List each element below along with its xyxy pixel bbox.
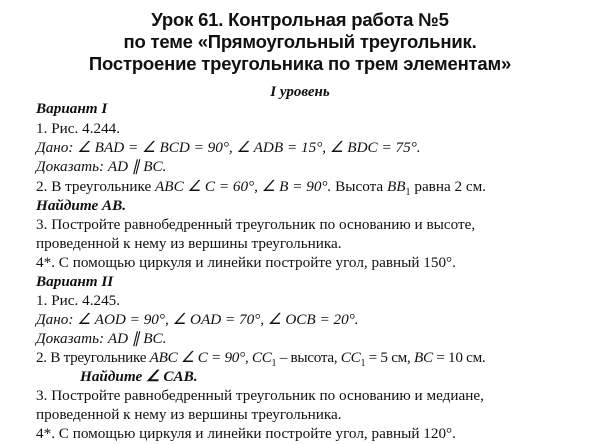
find-target: ∠ CAB. — [146, 368, 198, 385]
variant-1-given — [36, 139, 421, 157]
given-label: Дано: — [36, 311, 74, 328]
variant-2-item-3-line-1: 3. Постройте равнобедренный треугольник по основанию и медиане, — [36, 387, 484, 404]
item-2-side: BC — [413, 349, 433, 366]
prove-statement: AD ∥ BC. — [107, 330, 167, 347]
variant-2-item-1: 1. Рис. 4.245. — [36, 292, 121, 309]
item-2-segment: BB — [386, 178, 406, 195]
variant-2-given — [36, 311, 359, 329]
item-2-value-2: = 10 см. — [436, 349, 486, 366]
variant-1-item-3-line-1: 3. Постройте равнобедренный треугольник по основанию и высоте, — [36, 216, 476, 233]
variant-1-item-3-line-2: проведенной к нему из вершины треугольника. — [36, 235, 342, 252]
item-2-text: 2. В треугольнике — [36, 178, 152, 195]
variant-1-item-1: 1. Рис. 4.244. — [36, 120, 121, 137]
prove-statement: AD ∥ BC. — [107, 158, 167, 175]
item-2-segment: CC — [340, 349, 361, 366]
variant-2-item-3-line-2: проведенной к нему из вершины треугольника. — [36, 406, 342, 423]
page-title-line-1: Урок 61. Контрольная работа №5 — [151, 9, 449, 30]
variant-2-prove — [36, 330, 166, 348]
find-label: Найдите — [36, 197, 99, 214]
given-label: Дано: — [36, 139, 74, 156]
page-title-line-3: Построение треугольника по трем элементам» — [88, 53, 512, 74]
given-condition-1: ∠ BAD = ∠ BCD = 90°, — [77, 139, 233, 156]
variant-1-item-4: 4*. С помощью циркуля и линейки постройте угол, равный 150°. — [36, 254, 456, 271]
item-2-conditions: ABC ∠ C = 90°, CC — [149, 349, 272, 366]
variant-2-find — [80, 368, 198, 386]
variant-2-item-4: 4*. С помощью циркуля и линейки постройте угол, равный 120°. — [36, 425, 456, 442]
item-2-height-label: Высота — [335, 178, 384, 195]
variant-1-heading: Вариант I — [36, 100, 108, 117]
item-2-subscript: 1 — [405, 187, 411, 199]
given-condition-1: ∠ AOD = 90°, — [77, 311, 169, 328]
given-condition-2: ∠ OAD = 70°, — [172, 311, 265, 328]
find-label: Найдите — [80, 368, 143, 385]
item-2-value-1: = 5 см, — [368, 349, 411, 366]
variant-2-heading: Вариант II — [36, 273, 114, 290]
level-heading: I уровень — [270, 84, 330, 100]
find-target: AB. — [102, 197, 127, 214]
given-condition-3: ∠ OCB = 20°. — [267, 311, 359, 328]
item-2-subscript-1: 1 — [271, 358, 277, 370]
variant-1-find — [36, 197, 126, 215]
item-2-conditions: ABC ∠ C = 60°, ∠ B = 90°. — [155, 178, 332, 195]
variant-1-prove — [36, 158, 166, 176]
item-2-text: 2. В треугольнике — [36, 349, 147, 366]
prove-label: Доказать: — [36, 158, 105, 175]
item-2-subscript-2: 1 — [360, 358, 366, 370]
item-2-height-label: – высота, — [279, 349, 338, 366]
item-2-value: равна 2 см. — [414, 178, 487, 195]
given-condition-2: ∠ ADB = 15°, — [236, 139, 327, 156]
given-condition-3: ∠ BDC = 75°. — [329, 139, 421, 156]
page-title-line-2: по теме «Прямоугольный треугольник. — [123, 31, 477, 52]
prove-label: Доказать: — [36, 330, 105, 347]
